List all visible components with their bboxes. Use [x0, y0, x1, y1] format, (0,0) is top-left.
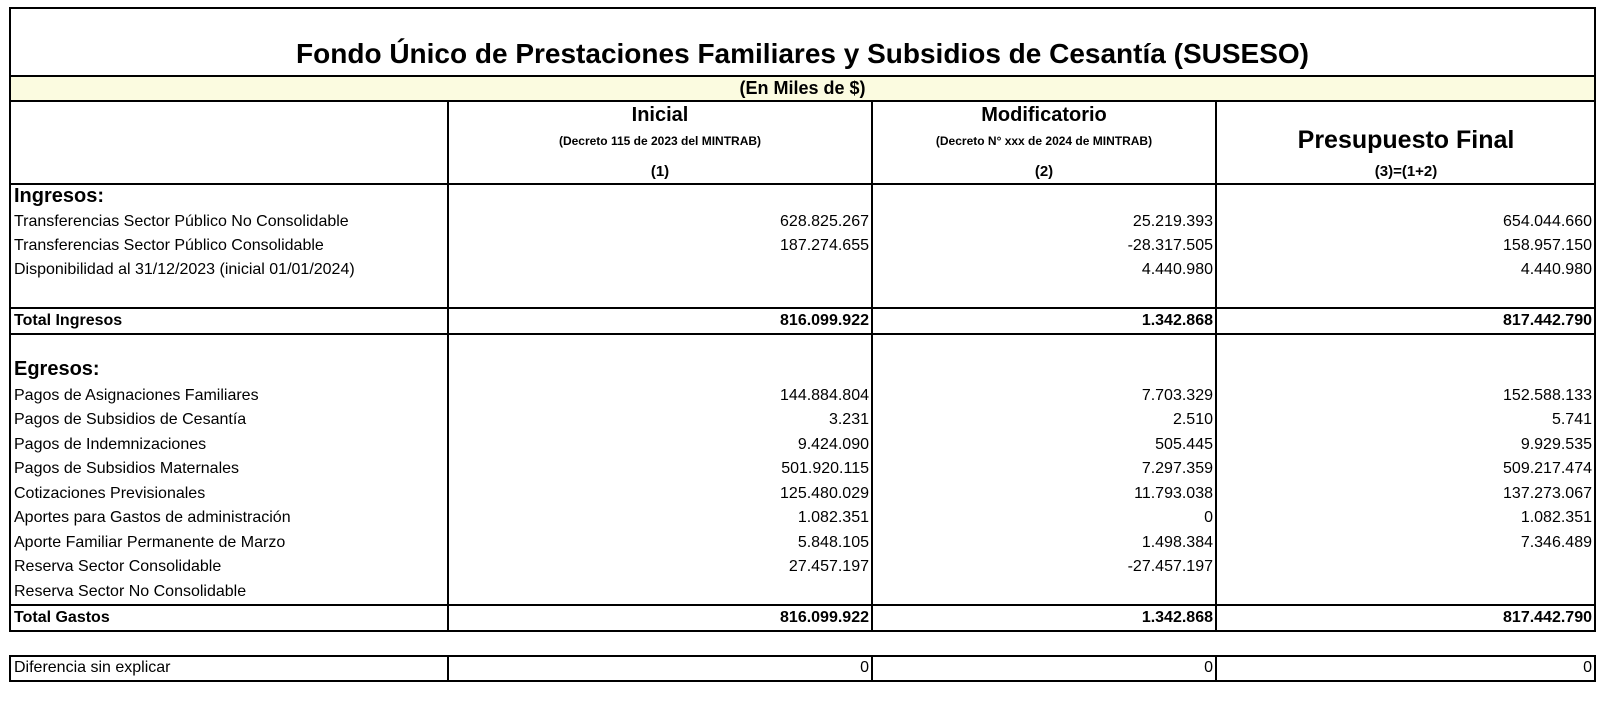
- row-value-inicial: 5.848.105: [797, 534, 869, 551]
- diferencia-label: Diferencia sin explicar: [14, 659, 171, 676]
- row-value-modificatorio: 0: [1204, 509, 1213, 526]
- row-label: Reserva Sector Consolidable: [14, 558, 222, 575]
- row-value-final: 509.217.474: [1503, 460, 1592, 477]
- diferencia-modificatorio: 0: [1204, 659, 1213, 676]
- row-value-inicial: 628.825.267: [780, 213, 869, 230]
- row-value-inicial: 9.424.090: [797, 436, 869, 453]
- col2-heading: Modificatorio: [981, 104, 1107, 126]
- row-value-final: 654.044.660: [1503, 213, 1592, 230]
- row-value-final: 9.929.535: [1520, 436, 1592, 453]
- col2-subheading: (Decreto N° xxx de 2024 de MINTRAB): [935, 134, 1153, 148]
- egresos-section-label: Egresos:: [14, 358, 100, 380]
- ingresos-section-label: Ingresos:: [14, 185, 105, 207]
- row-value-modificatorio: -27.457.197: [1127, 558, 1213, 575]
- diferencia-final: 0: [1583, 659, 1592, 676]
- row-value-inicial: 3.231: [828, 411, 869, 428]
- row-value-inicial: 125.480.029: [780, 485, 869, 502]
- row-value-modificatorio: 7.297.359: [1141, 460, 1213, 477]
- row-label: Aporte Familiar Permanente de Marzo: [14, 534, 286, 551]
- row-value-modificatorio: 1.498.384: [1141, 534, 1213, 551]
- row-value-modificatorio: 25.219.393: [1132, 213, 1213, 230]
- row-label: Pagos de Asignaciones Familiares: [14, 387, 259, 404]
- row-label: Aportes para Gastos de administración: [14, 509, 291, 526]
- row-value-modificatorio: 2.510: [1172, 411, 1213, 428]
- total-ingresos-modificatorio: 1.342.868: [1141, 312, 1213, 329]
- row-value-inicial: 144.884.804: [780, 387, 869, 404]
- col1-subheading: (Decreto 115 de 2023 del MINTRAB): [558, 134, 762, 148]
- row-value-final: 5.741: [1551, 411, 1592, 428]
- row-value-final: 137.273.067: [1503, 485, 1592, 502]
- page-title: Fondo Único de Prestaciones Familiares y Subsidios de Cesantía (SUSESO): [296, 38, 1309, 69]
- row-value-inicial: 501.920.115: [781, 460, 869, 477]
- row-label: Disponibilidad al 31/12/2023 (inicial 01/01/2024): [14, 261, 355, 278]
- total-ingresos-final: 817.442.790: [1503, 312, 1592, 329]
- row-label: Pagos de Indemnizaciones: [14, 436, 207, 453]
- row-value-final: 7.346.489: [1520, 534, 1592, 551]
- row-value-final: 4.440.980: [1520, 261, 1592, 278]
- total-ingresos-label: Total Ingresos: [14, 312, 123, 329]
- row-value-modificatorio: 7.703.329: [1141, 387, 1213, 404]
- row-value-final: 158.957.150: [1503, 237, 1592, 254]
- col2-number: (2): [1034, 163, 1054, 180]
- units-label: (En Miles de $): [9, 75, 1596, 102]
- row-label: Reserva Sector No Consolidable: [14, 583, 247, 600]
- total-ingresos-inicial: 816.099.922: [780, 312, 869, 329]
- row-label: Transferencias Sector Público No Consolidable: [14, 213, 349, 230]
- total-gastos-final: 817.442.790: [1503, 609, 1592, 626]
- col1-number: (1): [650, 163, 670, 180]
- row-value-final: 152.588.133: [1503, 387, 1592, 404]
- col3-heading: Presupuesto Final: [1297, 126, 1515, 154]
- diferencia-inicial: 0: [860, 659, 869, 676]
- row-label: Cotizaciones Previsionales: [14, 485, 206, 502]
- row-value-modificatorio: 505.445: [1155, 436, 1213, 453]
- total-gastos-modificatorio: 1.342.868: [1141, 609, 1213, 626]
- row-value-inicial: 1.082.351: [797, 509, 869, 526]
- row-value-inicial: 187.274.655: [780, 237, 869, 254]
- row-label: Pagos de Subsidios de Cesantía: [14, 411, 247, 428]
- col3-number: (3)=(1+2): [1374, 163, 1438, 180]
- total-gastos-inicial: 816.099.922: [780, 609, 869, 626]
- row-value-inicial: 27.457.197: [788, 558, 869, 575]
- row-label: Pagos de Subsidios Maternales: [14, 460, 240, 477]
- total-gastos-label: Total Gastos: [14, 609, 110, 626]
- col1-heading: Inicial: [631, 104, 689, 126]
- row-label: Transferencias Sector Público Consolidable: [14, 237, 324, 254]
- row-value-modificatorio: -28.317.505: [1127, 237, 1213, 254]
- row-value-modificatorio: 4.440.980: [1141, 261, 1213, 278]
- row-value-modificatorio: 11.793.038: [1134, 485, 1213, 502]
- row-value-final: 1.082.351: [1520, 509, 1592, 526]
